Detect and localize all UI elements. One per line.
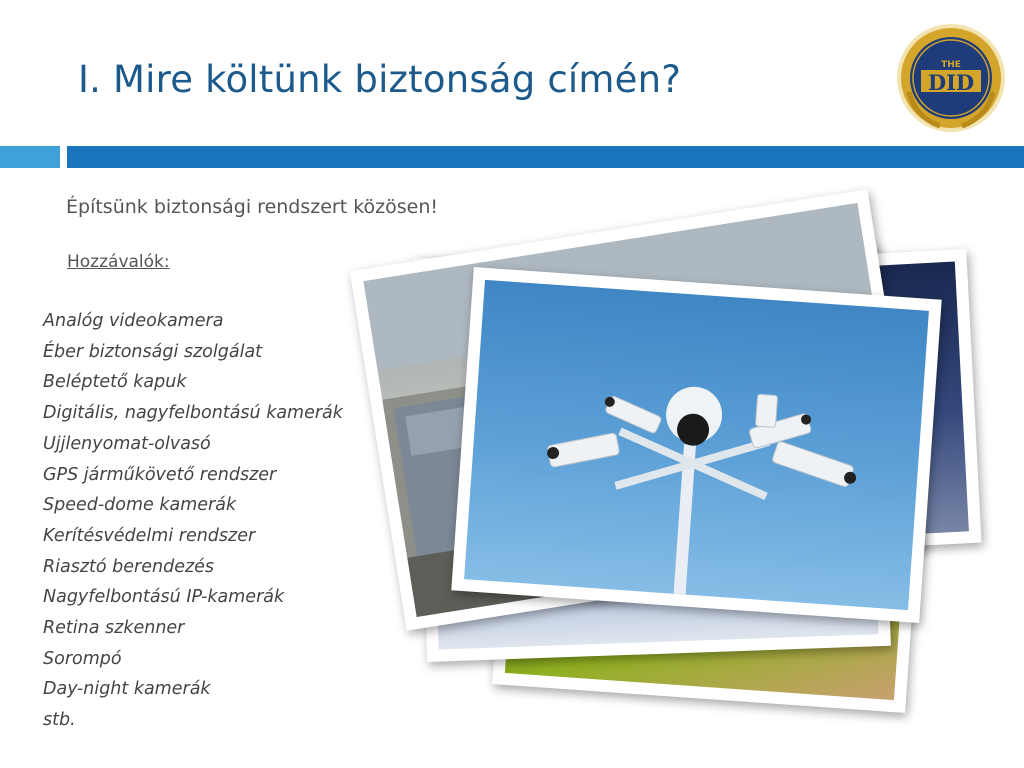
subtitle: Építsünk biztonsági rendszert közösen! — [66, 196, 439, 218]
list-item: Nagyfelbontású IP-kamerák — [43, 587, 285, 608]
accent-bar-main — [67, 146, 1024, 168]
svg-text:DID: DID — [927, 70, 975, 95]
accent-bar-left — [0, 146, 60, 168]
photo-cctv-cameras — [451, 267, 941, 623]
list-item: stb. — [43, 710, 76, 731]
list-item: Digitális, nagyfelbontású kamerák — [43, 403, 343, 424]
list-item: Retina szkenner — [43, 618, 185, 639]
list-item: Éber biztonsági szolgálat — [43, 341, 263, 362]
list-item: Beléptető kapuk — [43, 372, 187, 393]
list-item: Kerítésvédelmi rendszer — [43, 525, 256, 546]
ingredients-list — [43, 306, 343, 736]
list-item: Day-night kamerák — [43, 679, 211, 700]
list-item: Speed-dome kamerák — [43, 495, 237, 516]
did-logo — [895, 22, 1007, 134]
ingredients-heading: Hozzávalók: — [67, 252, 170, 272]
list-item: GPS járműkövető rendszer — [43, 464, 277, 485]
list-item: Riasztó berendezés — [43, 556, 215, 577]
list-item: Analóg videokamera — [43, 311, 224, 331]
slide-title: I. Mire költünk biztonság címén? — [78, 58, 682, 101]
list-item: Sorompó — [43, 648, 122, 669]
list-item: Ujjlenyomat-olvasó — [43, 433, 211, 454]
svg-text:THE: THE — [941, 60, 961, 70]
